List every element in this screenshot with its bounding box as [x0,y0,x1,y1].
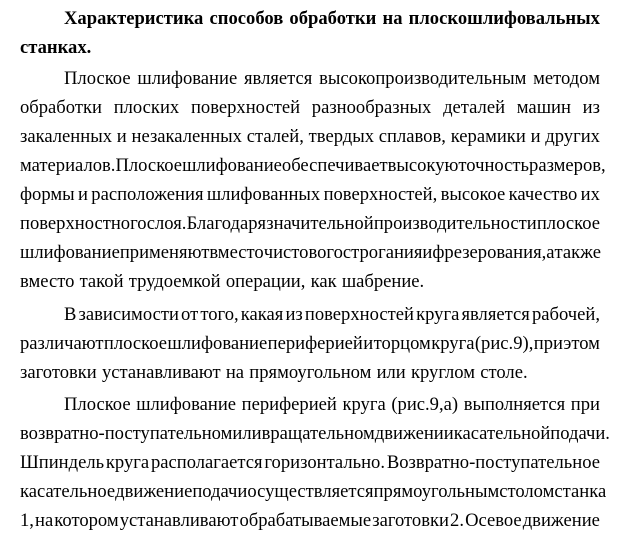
word: 2. [450,510,464,531]
word: станка [554,481,607,502]
word: твердых [308,126,375,147]
word: (рис.9,а) [391,394,459,415]
word: торцом [373,333,431,354]
word: заготовки [20,362,97,383]
word: разнообразных [311,97,432,118]
word: Характеристика [64,8,204,29]
word: (рис.9), [474,333,534,354]
paragraph-line [64,390,600,419]
paragraph-line [20,93,600,122]
word: и [77,184,88,205]
paragraph-line [20,238,600,267]
paragraph-line [20,122,600,151]
word: периферией [267,333,363,354]
word: поверхностей [190,97,301,118]
paragraph-line [20,477,607,506]
word: или [232,423,262,444]
word: поверхностного [20,213,147,234]
word: подачи. [550,423,610,444]
word: также [554,242,602,263]
word: Плоское [115,155,183,176]
word: плоских [113,97,180,118]
word: круглом [410,362,476,383]
word: круга [431,333,475,354]
word: на [35,510,54,531]
word: прямоугольном [249,362,372,383]
word: круга [342,394,386,415]
word: деталей [443,97,506,118]
word: касательное [20,481,116,502]
paragraph-line [20,151,606,180]
word: обеспечивает [281,155,388,176]
word: рабочей, [531,304,600,325]
word: осуществляется [247,481,374,502]
word: Возвратно-поступательное [386,452,600,473]
word: круга [105,452,150,473]
paragraph-line [20,209,600,238]
word: шлифование [182,155,282,176]
word: зависимости [78,304,179,325]
word: расположения [91,184,204,205]
word: круга [416,304,460,325]
word: машин [516,97,571,118]
paragraph-line [20,358,600,387]
word: такой [79,271,124,292]
word: шлифованных [206,184,321,205]
word: качество [508,184,578,205]
word: вместо [20,271,75,292]
word: заготовки [372,510,449,531]
word: высокопроизводительным [319,68,527,89]
word: чистового [263,242,343,263]
word: как [310,271,337,292]
word: поверхностей [304,304,414,325]
word: этом [563,333,600,354]
word: того, [200,304,239,325]
word: плоское [103,333,168,354]
word: шлифование [167,333,268,354]
word: фрезерования, [432,242,547,263]
word: точность [458,155,530,176]
word: какая [240,304,284,325]
heading-line [64,4,600,33]
paragraph-line [20,448,600,477]
word: закаленных [20,126,112,147]
paragraph-line [64,64,600,93]
word: шлифование [136,394,237,415]
word: керамики [450,126,526,147]
word: 1, [20,510,34,531]
paragraph-line [20,180,600,209]
word: незакаленных [131,126,242,147]
word: способов [209,8,284,29]
word: и [422,242,433,263]
word: Шпиндель [20,452,105,473]
word: сплавов, [378,126,446,147]
word: методом [533,68,600,89]
paragraph-line [20,267,600,296]
word: Плоское [64,68,131,89]
word: из [582,97,600,118]
word: и [116,126,127,147]
paragraph-line [20,419,610,448]
word: устанавливают [119,510,239,531]
word: плоскошлифовальных [408,8,600,29]
word: столом [499,481,555,502]
word: котором [54,510,119,531]
word: и [530,126,541,147]
word: поверхностей, [323,184,438,205]
word: формы [20,184,75,205]
word: а [546,242,555,263]
word: шлифование [137,68,238,89]
heading-line [20,33,600,62]
word: движение [115,481,193,502]
word: слоя. [146,213,187,234]
word: других [545,126,600,147]
word: высокую [387,155,459,176]
word: на [225,362,245,383]
word: применяют [119,242,210,263]
word: располагается [150,452,263,473]
word: шлифование [20,242,120,263]
word: строгания [342,242,423,263]
word: столе. [480,362,528,383]
word: при [570,394,600,415]
word: подачи [192,481,248,502]
word: Благодаря [186,213,267,234]
word: движение [522,510,600,531]
word: вращательном [261,423,375,444]
word: производительности [373,213,537,234]
paragraph-line [20,329,600,358]
word: или [376,362,406,383]
word: является [244,68,313,89]
word: материалов. [20,155,116,176]
word: плоское [536,213,600,234]
word: при [533,333,563,354]
word: различают [20,333,104,354]
word: на [382,8,403,29]
paragraph-line [64,300,600,329]
word: горизонтально. [264,452,386,473]
word: В [64,304,77,325]
word: обрабатываемые [239,510,372,531]
word: периферией [241,394,337,415]
word: шабрение. [341,271,425,292]
word: обработки [289,8,377,29]
word: станках. [20,37,92,58]
word: является [461,304,530,325]
word: их [580,184,600,205]
word: вместо [209,242,264,263]
word: прямоугольным [373,481,500,502]
word: обработки [20,97,102,118]
word: от [181,304,199,325]
word: движении [374,423,454,444]
word: высокое [440,184,506,205]
word: операции, [225,271,306,292]
word: Плоское [64,394,131,415]
word: трудоемкой [128,271,221,292]
word: значительной [266,213,374,234]
paragraph-line [20,506,600,535]
word: размеров, [529,155,606,176]
word: устанавливают [101,362,221,383]
word: из [285,304,303,325]
word: и [363,333,374,354]
word: сталей, [246,126,304,147]
word: возвратно-поступательном [20,423,233,444]
word: Осевое [465,510,522,531]
word: касательной [453,423,551,444]
word: выполняется [463,394,566,415]
